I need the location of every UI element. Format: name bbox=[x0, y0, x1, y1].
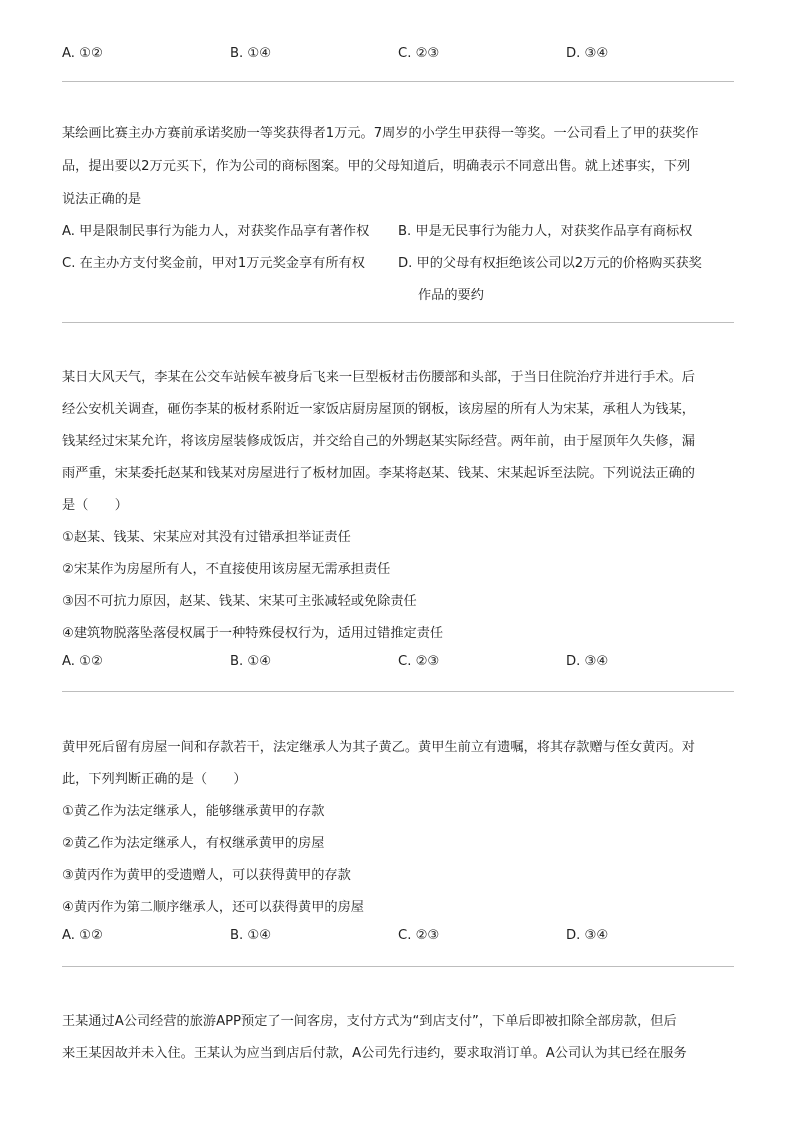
question-2-line: 钱某经过宋某允许，将该房屋装修成饭店，并交给自己的外甥赵某实际经营。两年前，由于屋顶年久失修，漏 bbox=[62, 434, 695, 449]
top-option-b: B. ①④ bbox=[230, 46, 272, 61]
question-3-statement: ③黄丙作为黄甲的受遗赠人，可以获得黄甲的存款 bbox=[62, 868, 351, 883]
question-2-line: 某日大风天气，李某在公交车站候车被身后飞来一巨型板材击伤腰部和头部，于当日住院治疗并进行手术。后 bbox=[62, 370, 695, 385]
divider bbox=[62, 966, 734, 967]
divider bbox=[62, 322, 734, 323]
question-1-option-d: D. 甲的父母有权拒绝该公司以2万元的价格购买获奖 bbox=[398, 256, 702, 271]
question-2-option-b: B. ①④ bbox=[230, 654, 272, 669]
question-1-line: 品，提出要以2万元买下，作为公司的商标图案。甲的父母知道后，明确表示不同意出售。就上述事实，下列 bbox=[62, 159, 691, 174]
question-1-option-a: A. 甲是限制民事行为能力人，对获奖作品享有著作权 bbox=[62, 224, 370, 239]
question-3-option-b: B. ①④ bbox=[230, 928, 272, 943]
question-4-line: 王某通过A公司经营的旅游APP预定了一间客房，支付方式为“到店支付”，下单后即被扣除全部房款，但后 bbox=[62, 1014, 677, 1029]
question-2-line: 雨严重，宋某委托赵某和钱某对房屋进行了板材加固。李某将赵某、钱某、宋某起诉至法院。下列说法正确的 bbox=[62, 466, 695, 481]
question-1-line: 说法正确的是 bbox=[62, 192, 142, 207]
question-2-statement: ①赵某、钱某、宋某应对其没有过错承担举证责任 bbox=[62, 530, 351, 545]
question-2-line: 经公安机关调查，砸伤李某的板材系附近一家饭店厨房屋顶的钢板，该房屋的所有人为宋某，承租人为钱某， bbox=[62, 402, 695, 417]
question-3-statement: ②黄乙作为法定继承人，有权继承黄甲的房屋 bbox=[62, 836, 325, 851]
question-2-option-a: A. ①② bbox=[62, 654, 103, 669]
question-3-statement: ④黄丙作为第二顺序继承人，还可以获得黄甲的房屋 bbox=[62, 900, 364, 915]
top-option-c: C. ②③ bbox=[398, 46, 440, 61]
question-2-line: 是（ ） bbox=[62, 498, 128, 513]
question-2-statement: ③因不可抗力原因，赵某、钱某、宋某可主张减轻或免除责任 bbox=[62, 594, 417, 609]
top-option-d: D. ③④ bbox=[566, 46, 609, 61]
question-3-option-a: A. ①② bbox=[62, 928, 103, 943]
question-1-option-c: C. 在主办方支付奖金前，甲对1万元奖金享有所有权 bbox=[62, 256, 365, 271]
question-3-option-d: D. ③④ bbox=[566, 928, 609, 943]
question-2-statement: ②宋某作为房屋所有人，不直接使用该房屋无需承担责任 bbox=[62, 562, 391, 577]
divider bbox=[62, 81, 734, 82]
divider bbox=[62, 691, 734, 692]
question-1-line: 某绘画比赛主办方赛前承诺奖励一等奖获得者1万元。7周岁的小学生甲获得一等奖。一公司看上了甲的获奖作 bbox=[62, 126, 699, 141]
question-2-option-c: C. ②③ bbox=[398, 654, 440, 669]
question-2-statement: ④建筑物脱落坠落侵权属于一种特殊侵权行为，适用过错推定责任 bbox=[62, 626, 444, 641]
question-1-option-d-cont: 作品的要约 bbox=[418, 288, 484, 303]
top-option-a: A. ①② bbox=[62, 46, 103, 61]
question-3-statement: ①黄乙作为法定继承人，能够继承黄甲的存款 bbox=[62, 804, 325, 819]
question-2-option-d: D. ③④ bbox=[566, 654, 609, 669]
question-4-line: 来王某因故并未入住。王某认为应当到店后付款，A公司先行违约，要求取消订单。A公司认为其已经在服务 bbox=[62, 1046, 687, 1061]
question-3-option-c: C. ②③ bbox=[398, 928, 440, 943]
question-3-line: 黄甲死后留有房屋一间和存款若干，法定继承人为其子黄乙。黄甲生前立有遗嘱，将其存款赠与侄女黄丙。对 bbox=[62, 740, 695, 755]
question-1-option-b: B. 甲是无民事行为能力人，对获奖作品享有商标权 bbox=[398, 224, 693, 239]
question-3-line: 此，下列判断正确的是（ ） bbox=[62, 772, 247, 787]
